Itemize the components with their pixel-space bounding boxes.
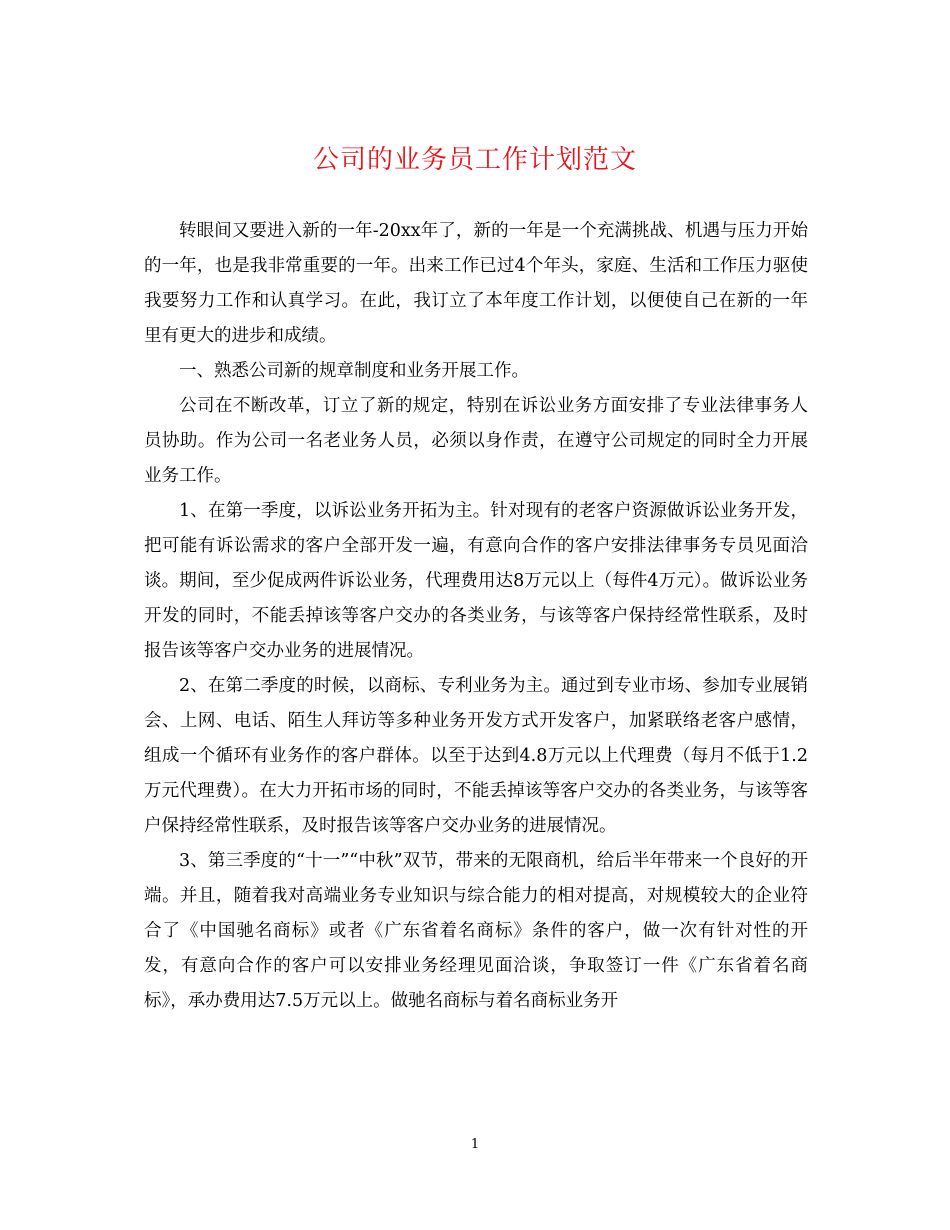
body-paragraph: 公司在不断改革，订立了新的规定，特别在诉讼业务方面安排了专业法律事务人员协助。作为公司一名老业务人员，必须以身作责，在遵守公司规定的同时全力开展业务工作。 (144, 396, 808, 486)
q2-plan-paragraph: 2、在第二季度的时候，以商标、专利业务为主。通过到专业市场、参加专业展销会、上网、电话、陌生人拜访等多种业务开发方式开发客户，加紧联络老客户感情，组成一个循环有业务作的客户群体。以至于达到4.8万元以上代理费（每月不低于1.2万元代理费）。在大力开拓市场的同时，不能丢掉该等客户交办的各类业务，与该等客户保持经常性联系，及时报告该等客户交办业务的进展情况。 (144, 676, 808, 836)
document-body (144, 214, 808, 1019)
document-title: 公司的业务员工作计划范文 (312, 145, 637, 175)
q3-plan-paragraph: 3、第三季度的“十一”“中秋”双节，带来的无限商机，给后半年带来一个良好的开端。并且，随着我对高端业务专业知识与综合能力的相对提高，对规模较大的企业符合了《中国驰名商标》或者《广东省着名商标》条件的客户，做一次有针对性的开发，有意向合作的客户可以安排业务经理见面洽谈，争取签订一件《广东省着名商标》，承办费用达7.5万元以上。做驰名商标与着名商标业务开 (144, 851, 808, 1011)
q1-plan-paragraph: 1、在第一季度，以诉讼业务开拓为主。针对现有的老客户资源做诉讼业务开发，把可能有诉讼需求的客户全部开发一遍，有意向合作的客户安排法律事务专员见面洽谈。期间，至少促成两件诉讼业务，代理费用达8万元以上（每件4万元）。做诉讼业务开发的同时，不能丢掉该等客户交办的各类业务，与该等客户保持经常性联系，及时报告该等客户交办业务的进展情况。 (144, 501, 808, 661)
section-heading: 一、熟悉公司新的规章制度和业务开展工作。 (179, 361, 529, 381)
intro-paragraph: 转眼间又要进入新的一年-20xx年了，新的一年是一个充满挑战、机遇与压力开始的一年，也是我非常重要的一年。出来工作已过4个年头，家庭、生活和工作压力驱使我要努力工作和认真学习。在此，我订立了本年度工作计划，以便使自己在新的一年里有更大的进步和成绩。 (144, 221, 808, 346)
page-number: 1 (470, 1137, 480, 1152)
